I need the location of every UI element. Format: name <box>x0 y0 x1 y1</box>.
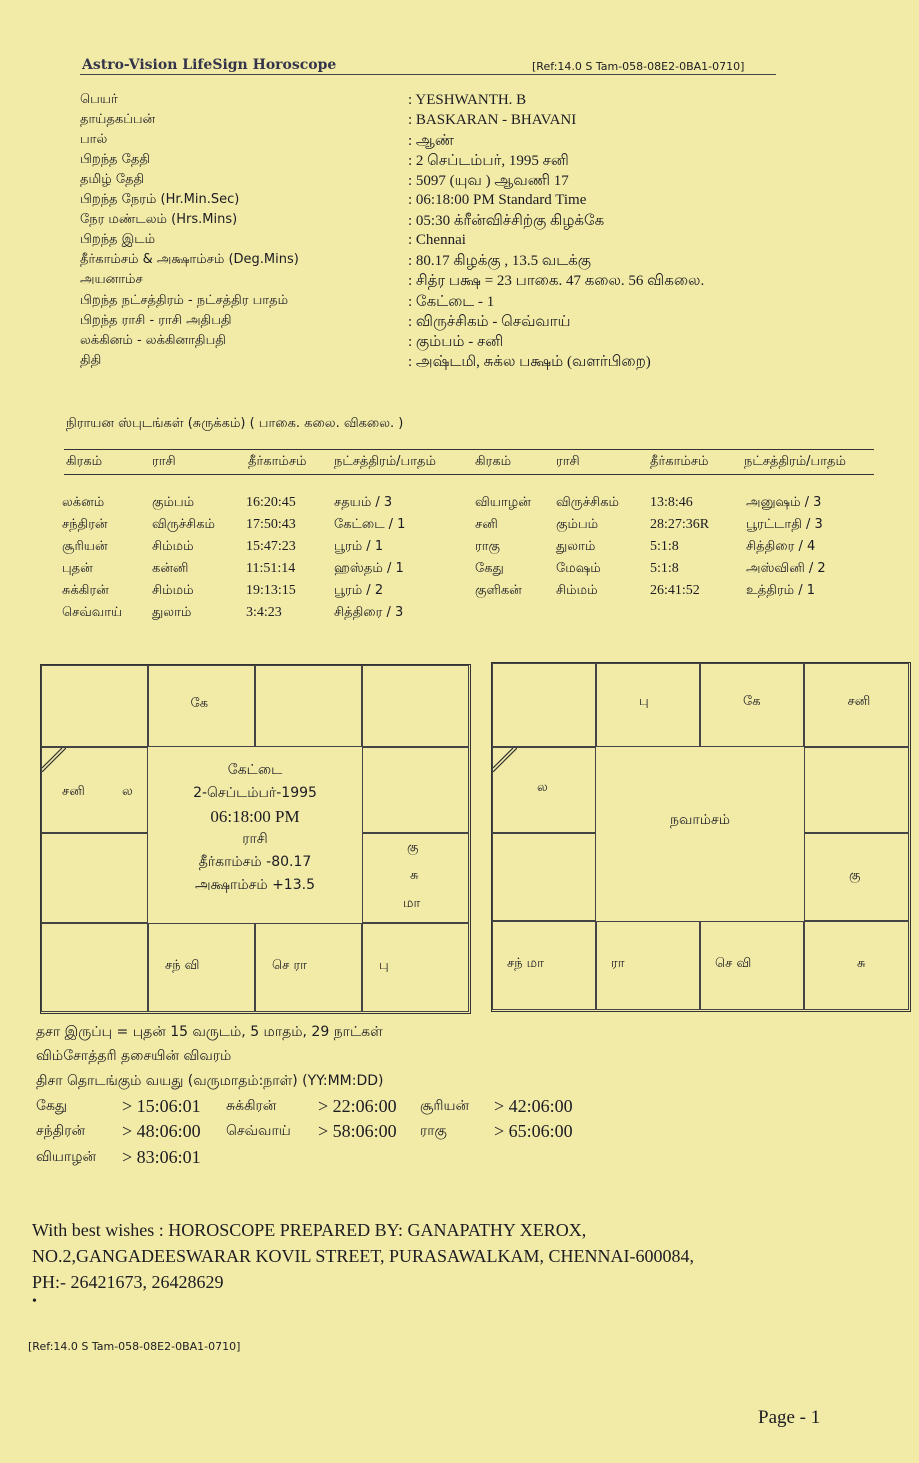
info-value: : கும்பம் - சனி <box>408 334 504 350</box>
report-title: Astro-Vision LifeSign Horoscope <box>82 57 337 73</box>
rasi-house <box>362 665 469 747</box>
navamsa-house <box>700 921 804 1010</box>
info-value: : YESHWANTH. B <box>408 92 527 108</box>
planet-cell: சித்திரை / 3 <box>334 605 404 620</box>
planet-label: பு <box>639 694 649 709</box>
rasi-house <box>148 665 255 747</box>
planet-label: கு <box>849 868 861 883</box>
rasi-house <box>255 665 362 747</box>
navamsa-house <box>804 833 909 921</box>
planet-label: கே <box>743 694 761 709</box>
center-time: 06:18:00 PM <box>210 807 300 826</box>
bottom-reference: [Ref:14.0 S Tam-058-08E2-0BA1-0710] <box>28 1340 241 1353</box>
dasa-planet: செவ்வாய் <box>226 1123 291 1139</box>
planet-cell: 19:13:15 <box>246 583 296 598</box>
info-label: தீர்காம்சம் & அக்ஷாம்சம் (Deg.Mins) <box>80 252 299 267</box>
rasi-chart-center <box>148 759 362 897</box>
reference-code: [Ref:14.0 S Tam-058-08E2-0BA1-0710] <box>532 60 745 73</box>
planet-label: கே <box>190 696 209 711</box>
planet-cell: வியாழன் <box>475 495 531 510</box>
lagna-marker-icon <box>42 748 66 772</box>
navamsa-house <box>596 663 700 747</box>
planet-cell: பூரம் / 1 <box>334 539 384 554</box>
dasa-title: விம்சோத்தரி தசையின் விவரம் <box>36 1048 232 1064</box>
info-label: பிறந்த ராசி - ராசி அதிபதி <box>80 313 232 328</box>
planet-cell: 11:51:14 <box>246 561 296 576</box>
planet-cell: 3:4:23 <box>246 605 282 620</box>
dasa-planet: சுக்கிரன் <box>226 1098 277 1114</box>
planet-cell: பூரம் / 2 <box>334 583 384 598</box>
planet-cell: விருச்சிகம் <box>152 517 215 532</box>
info-label: பிறந்த நேரம் (Hr.Min.Sec) <box>80 192 240 207</box>
planet-cell: 16:20:45 <box>246 495 296 510</box>
rasi-chart <box>40 664 471 1014</box>
planet-cell: புதன் <box>62 561 93 576</box>
info-value: : Chennai <box>408 232 466 248</box>
planet-label: ரா <box>611 956 625 971</box>
center-latitude: அக்ஷாம்சம் +13.5 <box>195 877 315 893</box>
planet-label: சந் வி <box>165 958 200 973</box>
info-row <box>80 212 780 232</box>
dasa-age: > 58:06:00 <box>318 1121 397 1141</box>
footer-line-2: NO.2,GANGADEESWARAR KOVIL STREET, PURASAWALKAM, CHENNAI-600084, <box>32 1246 695 1266</box>
page-number: Page - 1 <box>758 1407 821 1428</box>
planet-cell: கேது <box>475 561 504 576</box>
info-label: திதி <box>80 353 102 368</box>
rasi-house <box>41 923 148 1012</box>
column-header: ராசி <box>556 454 580 469</box>
planet-cell: 17:50:43 <box>246 517 296 532</box>
planet-label: சனி <box>62 784 85 799</box>
planet-cell: துலாம் <box>556 539 596 554</box>
column-header: நட்சத்திரம்/பாதம் <box>744 454 846 469</box>
planet-cell: விருச்சிகம் <box>556 495 619 510</box>
dasa-age: > 42:06:00 <box>494 1096 573 1116</box>
info-value: : 2 செப்டம்பர், 1995 சனி <box>408 153 569 169</box>
info-value: : சித்ர பக்ஷ = 23 பாகை. 47 கலை. 56 விகலை. <box>408 273 705 289</box>
info-value: : BASKARAN - BHAVANI <box>408 112 577 128</box>
rasi-house <box>41 665 148 747</box>
planet-label: சு <box>410 868 419 883</box>
planet-label: பு <box>379 958 389 973</box>
planet-cell: 5:1:8 <box>650 561 679 576</box>
center-longitude: தீர்காம்சம் -80.17 <box>198 854 312 870</box>
header-divider <box>80 74 776 75</box>
dasa-age: > 83:06:01 <box>122 1147 201 1167</box>
info-label: நேர மண்டலம் (Hrs.Mins) <box>80 212 238 227</box>
navamsa-chart-center: நவாம்சம் <box>670 812 730 828</box>
info-label: பிறந்த தேதி <box>80 152 150 167</box>
column-header: தீர்காம்சம் <box>650 454 709 469</box>
planet-cell: செவ்வாய் <box>62 605 123 620</box>
center-date: 2-செப்டம்பர்-1995 <box>193 785 317 801</box>
info-row <box>80 112 780 132</box>
rasi-house <box>362 923 469 1012</box>
planet-cell: சிம்மம் <box>556 583 598 598</box>
info-label: தமிழ் தேதி <box>80 172 145 187</box>
column-header: தீர்காம்சம் <box>248 454 307 469</box>
planet-label: ல <box>122 784 133 799</box>
planet-cell: கேட்டை / 1 <box>334 517 406 532</box>
planet-cell: அஸ்வினி / 2 <box>746 561 826 576</box>
planet-label: சந் மா <box>507 956 544 971</box>
info-row <box>80 232 780 252</box>
navamsa-house <box>804 921 909 1010</box>
column-header: கிரகம் <box>475 454 512 469</box>
info-row <box>80 333 780 353</box>
planet-cell: துலாம் <box>152 605 192 620</box>
planet-cell: கன்னி <box>152 561 189 576</box>
planet-cell: 15:47:23 <box>246 539 296 554</box>
navamsa-house <box>700 663 804 747</box>
info-row <box>80 132 780 152</box>
planet-cell: சனி <box>475 517 498 532</box>
planet-cell: சதயம் / 3 <box>334 495 393 510</box>
dasa-planet: ராகு <box>420 1123 447 1139</box>
info-row <box>80 172 780 192</box>
dasa-balance: தசா இருப்பு = புதன் 15 வருடம், 5 மாதம், 29 நாட்கள் <box>36 1024 383 1040</box>
info-value: : அஷ்டமி, சுக்ல பக்ஷம் (வளர்பிறை) <box>408 354 651 370</box>
dasa-age: > 15:06:01 <box>122 1096 201 1116</box>
info-row <box>80 293 780 313</box>
info-value: : ஆண் <box>408 133 454 149</box>
planet-cell: 13:8:46 <box>650 495 693 510</box>
navamsa-house <box>804 747 909 833</box>
navamsa-house <box>804 663 909 747</box>
center-label: ராசி <box>242 831 268 847</box>
info-row <box>80 313 780 333</box>
info-label: அயனாம்ச <box>80 272 143 287</box>
planet-cell: கும்பம் <box>556 517 599 532</box>
info-value: : 80.17 கிழக்கு , 13.5 வடக்கு <box>408 253 591 269</box>
column-header: நட்சத்திரம்/பாதம் <box>334 454 436 469</box>
navamsa-house <box>596 921 700 1010</box>
dasa-subtitle: திசா தொடங்கும் வயது (வருமாதம்:நாள்) (YY:MM:DD) <box>36 1073 384 1089</box>
info-row <box>80 152 780 172</box>
info-value: : 05:30 க்ரீன்விச்சிற்கு கிழக்கே <box>408 213 605 229</box>
rasi-house <box>362 833 469 923</box>
planet-cell: லக்னம் <box>62 495 105 510</box>
planet-cell: 26:41:52 <box>650 583 700 598</box>
footer-bullet: • <box>32 1294 37 1309</box>
info-row <box>80 192 780 212</box>
planet-cell: சூரியன் <box>62 539 108 554</box>
footer-line-1: With best wishes : HOROSCOPE PREPARED BY: GANAPATHY XEROX, <box>32 1220 587 1240</box>
info-value: : 06:18:00 PM Standard Time <box>408 192 587 208</box>
info-label: பால் <box>80 132 108 147</box>
navamsa-house <box>492 747 596 833</box>
info-row <box>80 252 780 272</box>
rasi-house <box>255 923 362 1012</box>
info-value: : 5097 (யுவ ) ஆவணி 17 <box>408 173 569 189</box>
info-row <box>80 92 780 112</box>
dasa-planet: வியாழன் <box>36 1149 97 1165</box>
column-header: ராசி <box>152 454 176 469</box>
navamsa-chart <box>491 662 911 1012</box>
info-value: : கேட்டை - 1 <box>408 294 495 310</box>
planet-label: சு <box>857 956 866 971</box>
planet-cell: 28:27:36R <box>650 517 710 532</box>
navamsa-house <box>492 663 596 747</box>
info-label: லக்கினம் - லக்கினாதிபதி <box>80 333 226 348</box>
planet-label: கு <box>407 840 419 855</box>
planet-cell: உத்திரம் / 1 <box>746 583 816 598</box>
info-row <box>80 272 780 292</box>
rasi-house <box>148 923 255 1012</box>
planet-cell: சந்திரன் <box>62 517 108 532</box>
rasi-house <box>362 747 469 833</box>
planet-label: செ ரா <box>272 958 307 973</box>
column-header: கிரகம் <box>66 454 103 469</box>
planet-cell: கும்பம் <box>152 495 195 510</box>
info-label: பெயர் <box>80 92 118 107</box>
dasa-age: > 22:06:00 <box>318 1096 397 1116</box>
table-top-rule <box>64 449 874 450</box>
planet-cell: சிம்மம் <box>152 539 194 554</box>
planet-label: சனி <box>847 694 871 709</box>
info-label: பிறந்த நட்சத்திரம் - நட்சத்திர பாதம் <box>80 293 289 308</box>
dasa-planet: சந்திரன் <box>36 1123 86 1139</box>
planet-label: மா <box>403 896 421 911</box>
planet-label: செ வி <box>715 956 752 971</box>
rasi-house <box>41 833 148 923</box>
dasa-age: > 65:06:00 <box>494 1121 573 1141</box>
navamsa-house <box>492 921 596 1010</box>
navamsa-house <box>492 833 596 921</box>
dasa-age: > 48:06:00 <box>122 1121 201 1141</box>
planet-cell: சிம்மம் <box>152 583 194 598</box>
planet-cell: பூரட்டாதி / 3 <box>746 517 823 532</box>
table-header-rule <box>64 474 874 475</box>
info-value: : விருச்சிகம் - செவ்வாய் <box>408 314 571 330</box>
info-label: பிறந்த இடம் <box>80 232 156 247</box>
footer-line-3: PH:- 26421673, 26428629 <box>32 1272 224 1292</box>
dasa-planet: சூரியன் <box>420 1098 470 1114</box>
planet-cell: 5:1:8 <box>650 539 679 554</box>
center-star: கேட்டை <box>227 762 283 778</box>
dasa-planet: கேது <box>36 1098 68 1114</box>
info-label: தாய்தகப்பன் <box>80 112 156 127</box>
planet-cell: ராகு <box>475 539 500 554</box>
planet-cell: ஹஸ்தம் / 1 <box>334 561 404 576</box>
planet-cell: குளிகன் <box>475 583 522 598</box>
planet-cell: அனுஷம் / 3 <box>746 495 822 510</box>
lagna-marker-icon <box>493 748 517 772</box>
planets-section-title: நிராயன ஸ்புடங்கள் (சுருக்கம்) ( பாகை. கலை. விகலை. ) <box>66 416 404 431</box>
planet-cell: மேஷம் <box>556 561 601 576</box>
planet-cell: சுக்கிரன் <box>62 583 109 598</box>
planet-label: ல <box>537 780 548 795</box>
info-row <box>80 353 780 373</box>
planet-cell: சித்திரை / 4 <box>746 539 816 554</box>
rasi-house <box>41 747 148 833</box>
